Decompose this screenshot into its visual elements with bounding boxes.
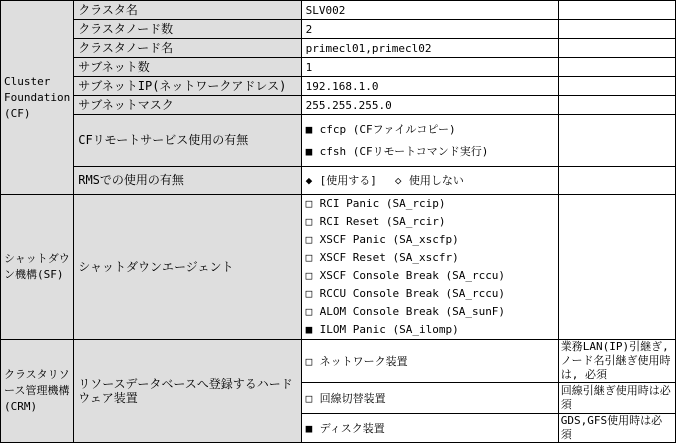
cluster-name-value[interactable]: SLV002 (301, 1, 558, 20)
category-sf: シャットダウン機構(SF) (1, 195, 74, 340)
table-row (1, 340, 676, 383)
agent-option[interactable] (306, 213, 554, 231)
empty-cell[interactable] (558, 39, 675, 58)
table-row (1, 77, 676, 96)
device-option-label: ディスク装置 (319, 421, 385, 435)
checkbox-icon[interactable]: □ (305, 197, 313, 210)
agent-option[interactable] (306, 249, 554, 267)
checkbox-checked-icon[interactable]: ■ (305, 421, 313, 435)
checkbox-icon[interactable]: □ (305, 215, 313, 228)
cfcp-option-label: cfcp (CFファイルコピー) (319, 122, 456, 136)
device-option[interactable] (301, 383, 558, 414)
node-name-label: クラスタノード名 (74, 39, 301, 58)
device-option[interactable] (301, 414, 558, 443)
agent-option[interactable] (306, 321, 554, 339)
cfsh-option-label: cfsh (CFリモートコマンド実行) (319, 144, 489, 158)
subnet-ip-label: サブネットIP(ネットワークアドレス) (74, 77, 301, 96)
checkbox-checked-icon[interactable]: ■ (305, 122, 313, 136)
agent-option-label: ILOM Panic (SA_ilomp) (319, 323, 459, 336)
empty-cell[interactable] (558, 20, 675, 39)
subnet-mask-value[interactable]: 255.255.255.0 (301, 96, 558, 115)
shutdown-agent-options (301, 195, 558, 340)
hardware-device-label: リソースデータベースへ登録するハードウェア装置 (74, 340, 301, 443)
agent-option[interactable] (306, 303, 554, 321)
subnet-ip-value[interactable]: 192.168.1.0 (301, 77, 558, 96)
table-row (1, 58, 676, 77)
agent-option[interactable] (306, 231, 554, 249)
device-option-label: 回線切替装置 (319, 391, 386, 405)
empty-cell[interactable] (558, 58, 675, 77)
subnet-mask-label: サブネットマスク (74, 96, 301, 115)
table-row (1, 1, 676, 20)
checkbox-icon[interactable]: □ (305, 305, 313, 318)
empty-cell[interactable] (558, 167, 675, 195)
table-row (1, 167, 676, 195)
cfcp-option[interactable] (306, 121, 554, 139)
checkbox-icon[interactable]: □ (305, 287, 313, 300)
agent-option-label: ALOM Console Break (SA_sunF) (319, 305, 506, 318)
checkbox-checked-icon[interactable]: ■ (305, 323, 313, 336)
subnet-count-value[interactable]: 1 (301, 58, 558, 77)
empty-cell[interactable] (558, 115, 675, 167)
node-count-value[interactable]: 2 (301, 20, 558, 39)
device-note: 業務LAN(IP)引継ぎ, ノード名引継ぎ使用時は, 必須 (558, 340, 675, 383)
agent-option[interactable] (306, 267, 554, 285)
cluster-name-label: クラスタ名 (74, 1, 301, 20)
checkbox-icon[interactable]: □ (305, 269, 313, 282)
subnet-count-label: サブネット数 (74, 58, 301, 77)
diamond-empty-icon[interactable]: ◇ (394, 174, 402, 187)
empty-cell[interactable] (558, 77, 675, 96)
category-cf: Cluster Foundation (CF) (1, 1, 74, 195)
node-name-value[interactable]: primecl01,primecl02 (301, 39, 558, 58)
device-option[interactable] (301, 340, 558, 383)
table-row (1, 115, 676, 167)
category-crm: クラスタリソース管理機構(CRM) (1, 340, 74, 443)
table-row (1, 195, 676, 340)
checkbox-checked-icon[interactable]: ■ (305, 144, 313, 158)
device-note: 回線引継ぎ使用時は必須 (558, 383, 675, 414)
rms-no-use-label[interactable]: 使用しない (408, 174, 464, 187)
agent-option-label: XSCF Reset (SA_xscfr) (319, 251, 459, 264)
rms-label: RMSでの使用の有無 (74, 167, 301, 195)
checkbox-icon[interactable]: □ (305, 251, 313, 264)
agent-option-label: RCI Panic (SA_rcip) (319, 197, 446, 210)
diamond-filled-icon[interactable]: ◆ (305, 174, 313, 187)
agent-option-label: XSCF Console Break (SA_rccu) (319, 269, 506, 282)
table-row (1, 96, 676, 115)
node-count-label: クラスタノード数 (74, 20, 301, 39)
rms-options (301, 167, 558, 195)
agent-option[interactable] (306, 285, 554, 303)
checkbox-icon[interactable]: □ (305, 354, 313, 368)
empty-cell[interactable] (558, 1, 675, 20)
agent-option-label: RCCU Console Break (SA_rccu) (319, 287, 506, 300)
checkbox-icon[interactable]: □ (305, 391, 313, 405)
empty-cell[interactable] (558, 195, 675, 340)
shutdown-agent-label: シャットダウンエージェント (74, 195, 301, 340)
table-row (1, 20, 676, 39)
device-option-label: ネットワーク装置 (319, 354, 408, 368)
cf-service-options (301, 115, 558, 167)
agent-option[interactable] (306, 195, 554, 213)
device-note: GDS,GFS使用時は必須 (558, 414, 675, 443)
agent-option-label: RCI Reset (SA_rcir) (319, 215, 446, 228)
cfsh-option[interactable] (306, 143, 554, 161)
cf-service-label: CFリモートサービス使用の有無 (74, 115, 301, 167)
checkbox-icon[interactable]: □ (305, 233, 313, 246)
agent-option-label: XSCF Panic (SA_xscfp) (319, 233, 459, 246)
rms-use-label[interactable]: [使用する] (319, 174, 377, 187)
table-row (1, 39, 676, 58)
empty-cell[interactable] (558, 96, 675, 115)
